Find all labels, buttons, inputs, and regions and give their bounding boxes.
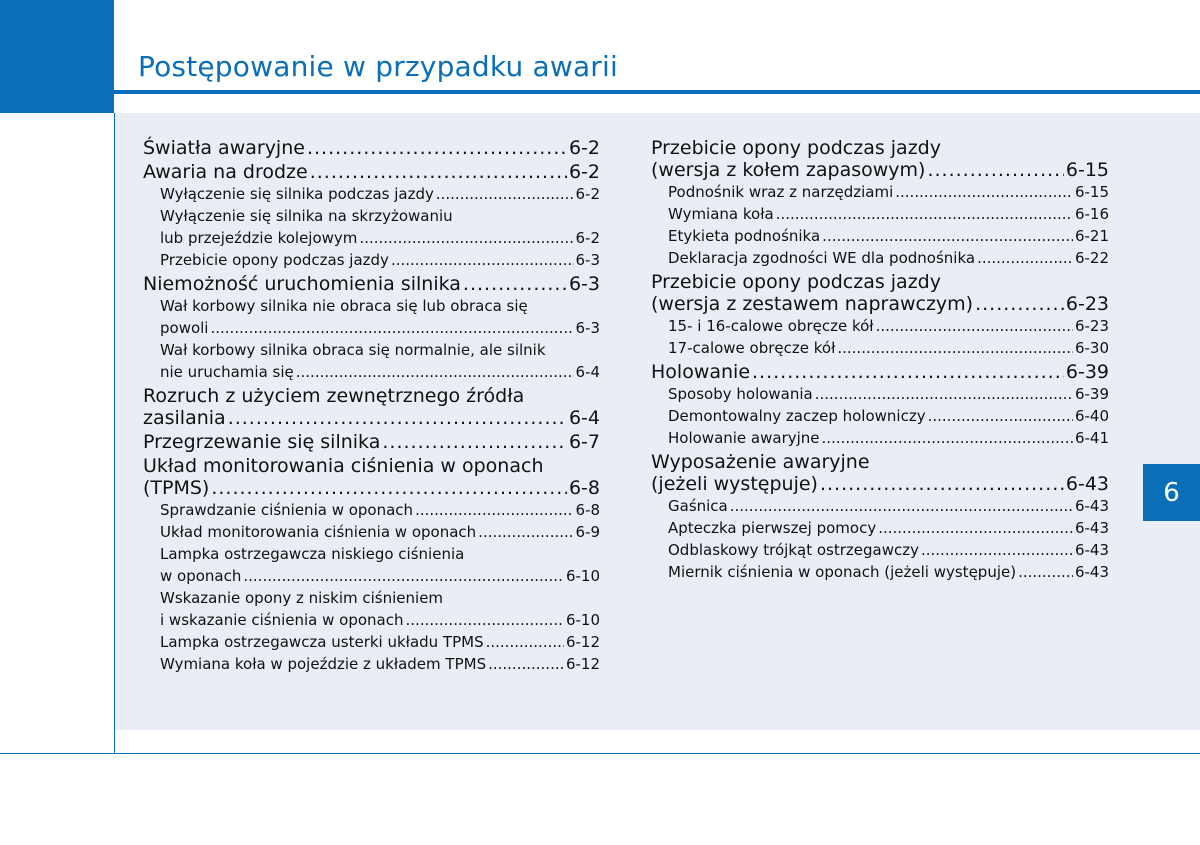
toc-subentry[interactable]: i wskazanie ciśnienia w oponach ..... 6-10 [143,609,600,631]
toc-entry-line: Układ monitorowania ciśnienia w oponach [143,455,544,477]
toc-subentry[interactable]: Lampka ostrzegawcza usterki układu TPMS ..... 6-12 [143,631,600,653]
toc-subentry-line: Lampka ostrzegawcza niskiego ciśnienia [160,545,465,563]
toc-subentry-line: Wyłączenie się silnika na skrzyżowaniu [160,207,453,225]
toc-entry-line: Przebicie opony podczas jazdy [651,137,941,159]
toc-subentry[interactable]: Deklaracja zgodności WE dla podnośnika ..... 6-22 [651,247,1109,269]
toc-subentry[interactable]: Odblaskowy trójkąt ostrzegawczy ..... 6-43 [651,539,1109,561]
toc-subentry[interactable]: nie uruchamia się ..... 6-4 [143,361,600,383]
toc-subentry[interactable]: Sposoby holowania ..... 6-39 [651,383,1109,405]
toc-subentry[interactable]: Demontowalny zaczep holowniczy ..... 6-40 [651,405,1109,427]
toc-subentry[interactable]: Przebicie opony podczas jazdy ..... 6-3 [143,249,600,271]
toc-subentry[interactable]: powoli ..... 6-3 [143,317,600,339]
toc-entry[interactable]: Światła awaryjne ..... 6-2 [143,137,600,159]
toc-entry-line: Wyposażenie awaryjne [651,451,870,473]
toc-subentry[interactable]: Wyłączenie się silnika podczas jazdy ..... 6-2 [143,183,600,205]
toc-subentry[interactable]: Podnośnik wraz z narzędziami ..... 6-15 [651,181,1109,203]
margin-line [114,730,115,754]
toc-entry[interactable]: (jeżeli występuje) ..... 6-43 [651,473,1109,495]
toc-subentry[interactable]: 15- i 16-calowe obręcze kół ..... 6-23 [651,315,1109,337]
page-title: Postępowanie w przypadku awarii [138,50,618,83]
toc-subentry[interactable]: Sprawdzanie ciśnienia w oponach ..... 6-8 [143,499,600,521]
toc-left-column [143,135,600,675]
toc-right-column [651,135,1109,583]
toc-subentry-line: Wskazanie opony z niskim ciśnieniem [160,589,444,607]
toc-subentry[interactable]: Wymiana koła ..... 6-16 [651,203,1109,225]
toc-subentry[interactable]: Układ monitorowania ciśnienia w oponach ..... 6-9 [143,521,600,543]
toc-entry[interactable]: Awaria na drodze ..... 6-2 [143,161,600,183]
chapter-tab[interactable]: 6 [1143,464,1200,521]
toc-entry[interactable]: Niemożność uruchomienia silnika ..... 6-3 [143,273,600,295]
toc-entry[interactable]: Przegrzewanie się silnika ..... 6-7 [143,431,600,453]
toc-entry[interactable]: (TPMS) ..... 6-8 [143,477,600,499]
toc-subentry[interactable]: Miernik ciśnienia w oponach (jeżeli występuje) ..... 6-43 [651,561,1109,583]
toc-subentry[interactable]: w oponach ..... 6-10 [143,565,600,587]
toc-subentry-line: Wał korbowy silnika nie obraca się lub obraca się [160,297,528,315]
toc-entry[interactable]: Holowanie ..... 6-39 [651,361,1109,383]
corner-block [0,0,114,113]
toc-entry-line: Przebicie opony podczas jazdy [651,271,941,293]
toc-entry[interactable]: (wersja z zestawem naprawczym) ..... 6-23 [651,293,1109,315]
toc-subentry[interactable]: Gaśnica ..... 6-43 [651,495,1109,517]
toc-subentry[interactable]: 17-calowe obręcze kół ..... 6-30 [651,337,1109,359]
toc-subentry[interactable]: Apteczka pierwszej pomocy ..... 6-43 [651,517,1109,539]
toc-subentry[interactable]: Wymiana koła w pojeździe z układem TPMS ..... 6-12 [143,653,600,675]
title-rule [114,90,1200,94]
toc-subentry[interactable]: Holowanie awaryjne ..... 6-41 [651,427,1109,449]
toc-subentry[interactable]: Etykieta podnośnika ..... 6-21 [651,225,1109,247]
toc-subentry[interactable]: lub przejeździe kolejowym ..... 6-2 [143,227,600,249]
toc-entry-line: Rozruch z użyciem zewnętrznego źródła [143,385,525,407]
toc-subentry-line: Wał korbowy silnika obraca się normalnie, ale silnik [160,341,546,359]
bottom-rule [0,753,1200,754]
toc-entry[interactable]: (wersja z kołem zapasowym) ..... 6-15 [651,159,1109,181]
toc-entry[interactable]: zasilania ..... 6-4 [143,407,600,429]
